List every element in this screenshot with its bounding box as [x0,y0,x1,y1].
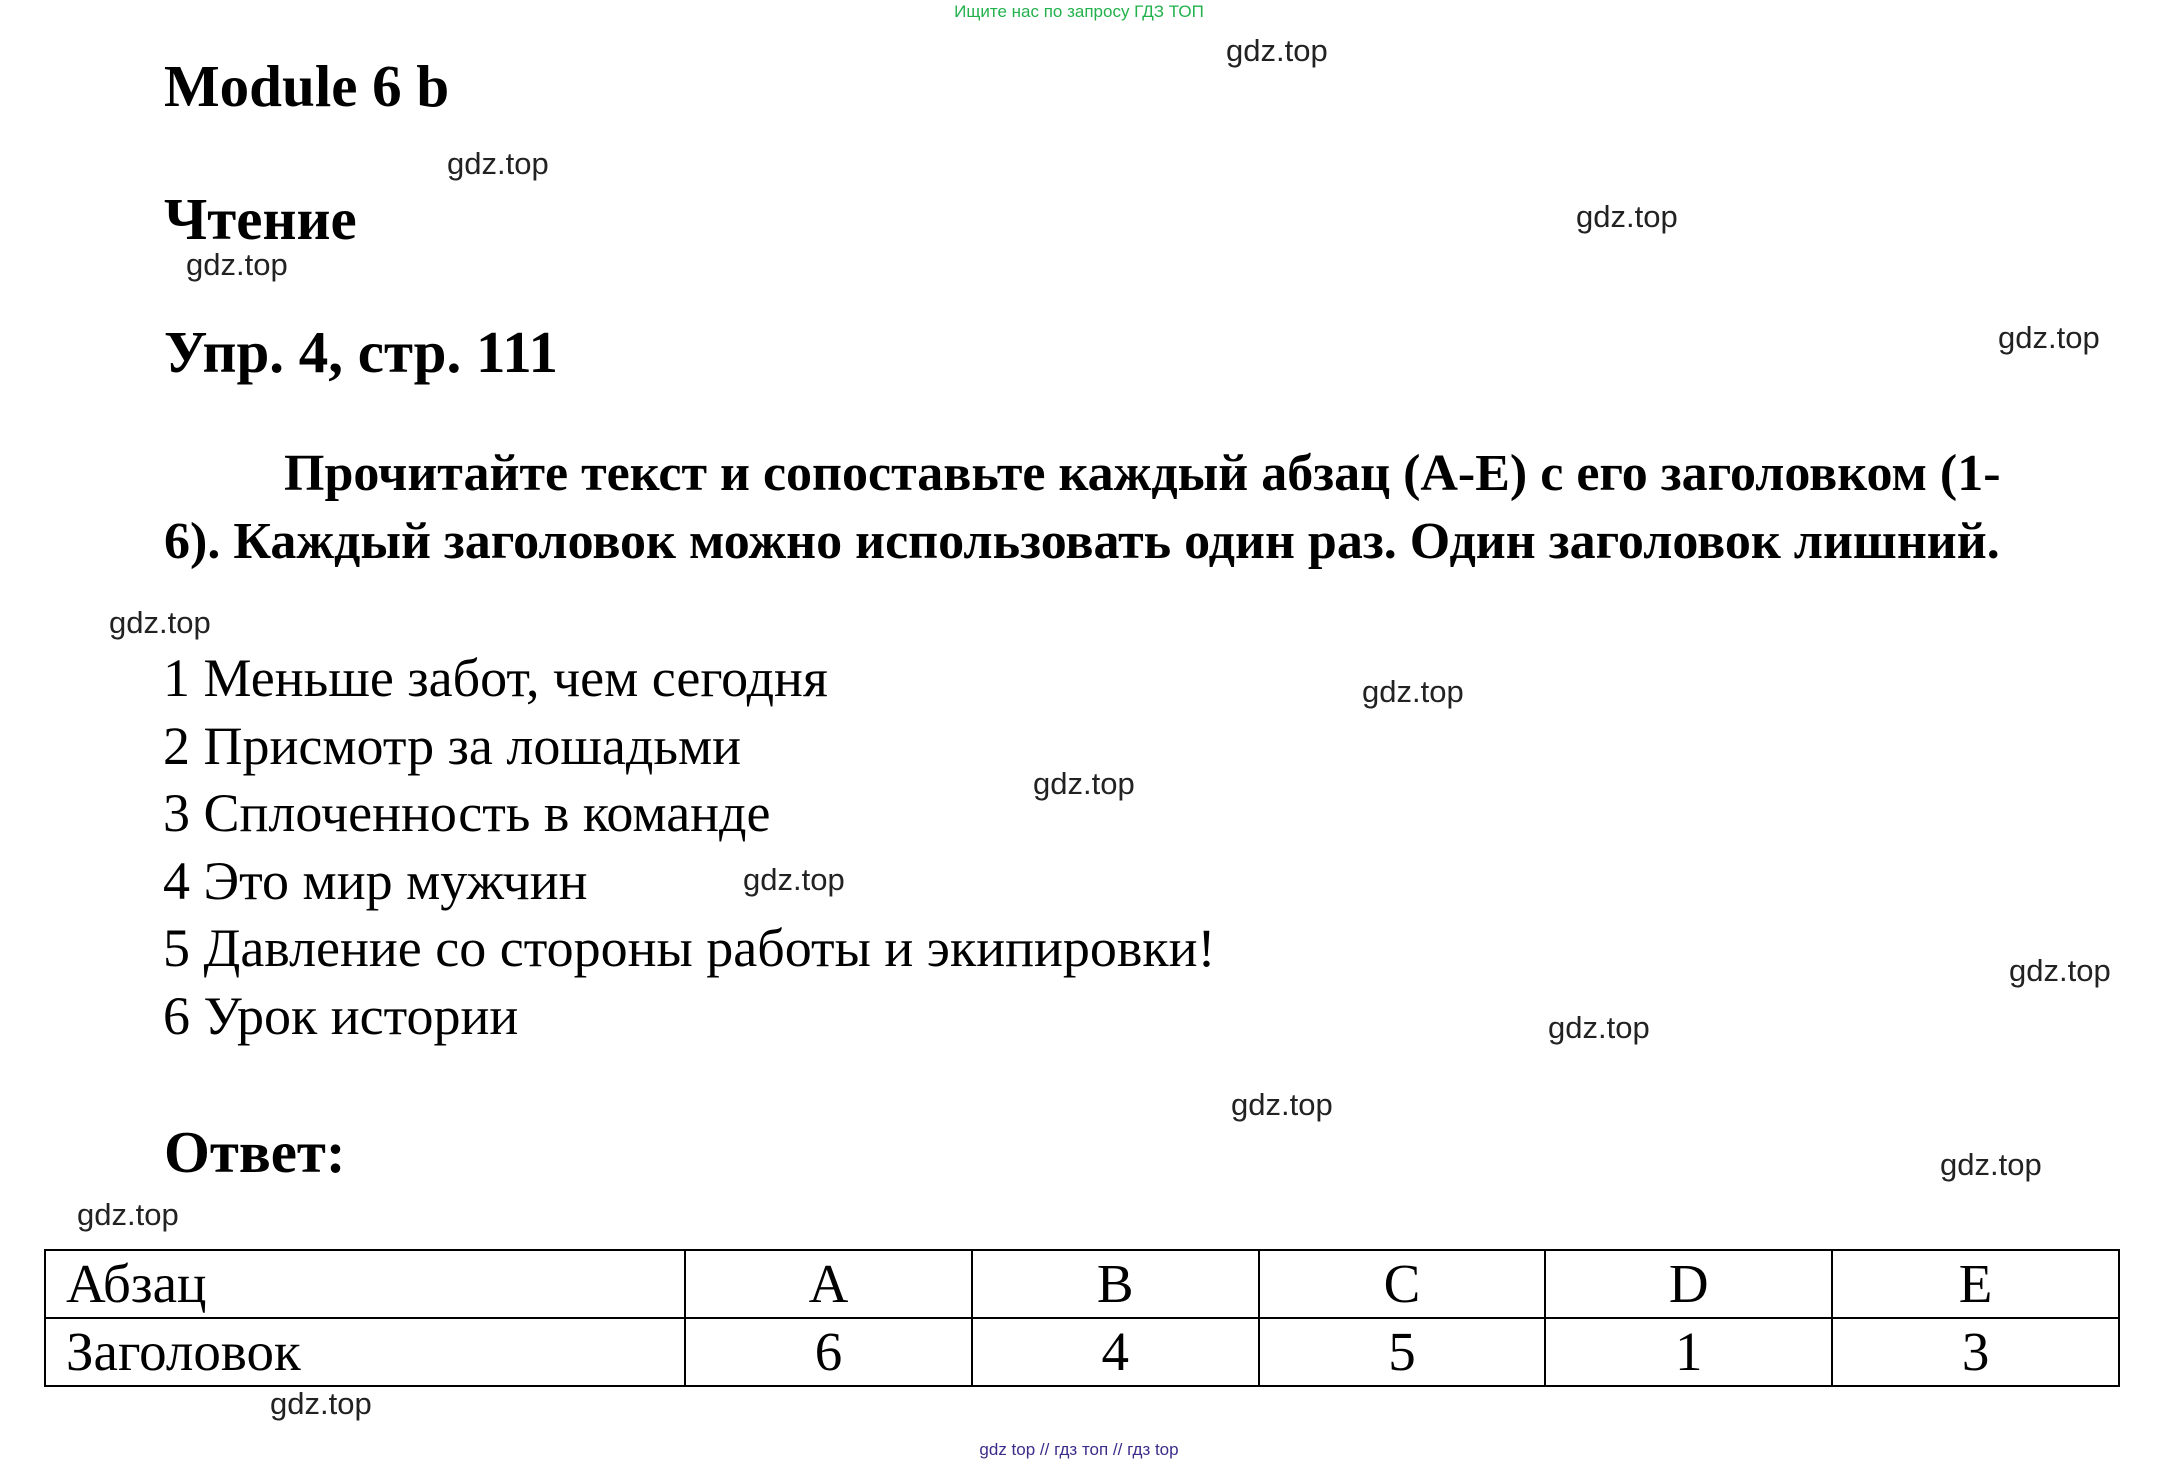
module-title: Module 6 b [164,53,450,119]
watermark: gdz.top [1998,320,2100,355]
watermark: gdz.top [1033,766,1135,801]
watermark: gdz.top [1362,674,1464,709]
watermark: gdz.top [743,862,845,897]
list-item: 2 Присмотр за лошадьми [163,715,742,776]
list-item: 3 Сплоченность в команде [163,783,771,843]
watermark: gdz.top [1576,199,1678,234]
watermark: gdz.top [1940,1147,2042,1182]
row-label-heading: Заголовок [45,1318,685,1386]
answer-table [44,1249,2120,1387]
paragraph-cell: D [1545,1250,1832,1318]
instruction-text [44,440,2121,576]
watermark: gdz.top [77,1197,179,1232]
top-banner: Ищите нас по запросу ГДЗ ТОП [954,2,1204,21]
paragraph-cell: E [1832,1250,2119,1318]
watermark: gdz.top [2009,953,2111,988]
watermark: gdz.top [1548,1010,1650,1045]
paragraph-cell: C [1259,1250,1546,1318]
heading-number-cell: 1 [1545,1318,1832,1386]
heading-number-cell: 3 [1832,1318,2119,1386]
watermark: gdz.top [1226,33,1328,68]
list-item: 6 Урок истории [163,985,519,1046]
watermark: gdz.top [1231,1087,1333,1122]
list-item: 1 Меньше забот, чем сегодня [163,648,828,708]
answer-label: Ответ: [164,1119,346,1185]
exercise-title: Упр. 4, стр. 111 [164,319,558,385]
section-title: Чтение [164,186,357,252]
watermark: gdz.top [109,605,211,640]
heading-number-cell: 5 [1259,1318,1546,1386]
list-item: 4 Это мир мужчин [163,850,588,911]
instruction-line-1: Прочитайте текст и сопоставьте каждый абзац (A-E) с его заголовком (1- [284,445,2001,502]
table-row [45,1250,2119,1318]
footer-watermark: gdz top // гдз топ // гдз top [979,1440,1179,1459]
table-row [45,1318,2119,1386]
row-label-paragraph: Абзац [45,1250,685,1318]
paragraph-cell: A [685,1250,972,1318]
watermark: gdz.top [270,1386,372,1421]
paragraph-cell: B [972,1250,1259,1318]
heading-number-cell: 6 [685,1318,972,1386]
watermark: gdz.top [447,146,549,181]
watermark: gdz.top [186,247,288,282]
headings-list [163,645,1216,1050]
heading-number-cell: 4 [972,1318,1259,1386]
list-item: 5 Давление со стороны работы и экипировки! [163,918,1216,978]
instruction-line-2: 6). Каждый заголовок можно использовать один раз. Один заголовок лишний. [164,513,2000,570]
